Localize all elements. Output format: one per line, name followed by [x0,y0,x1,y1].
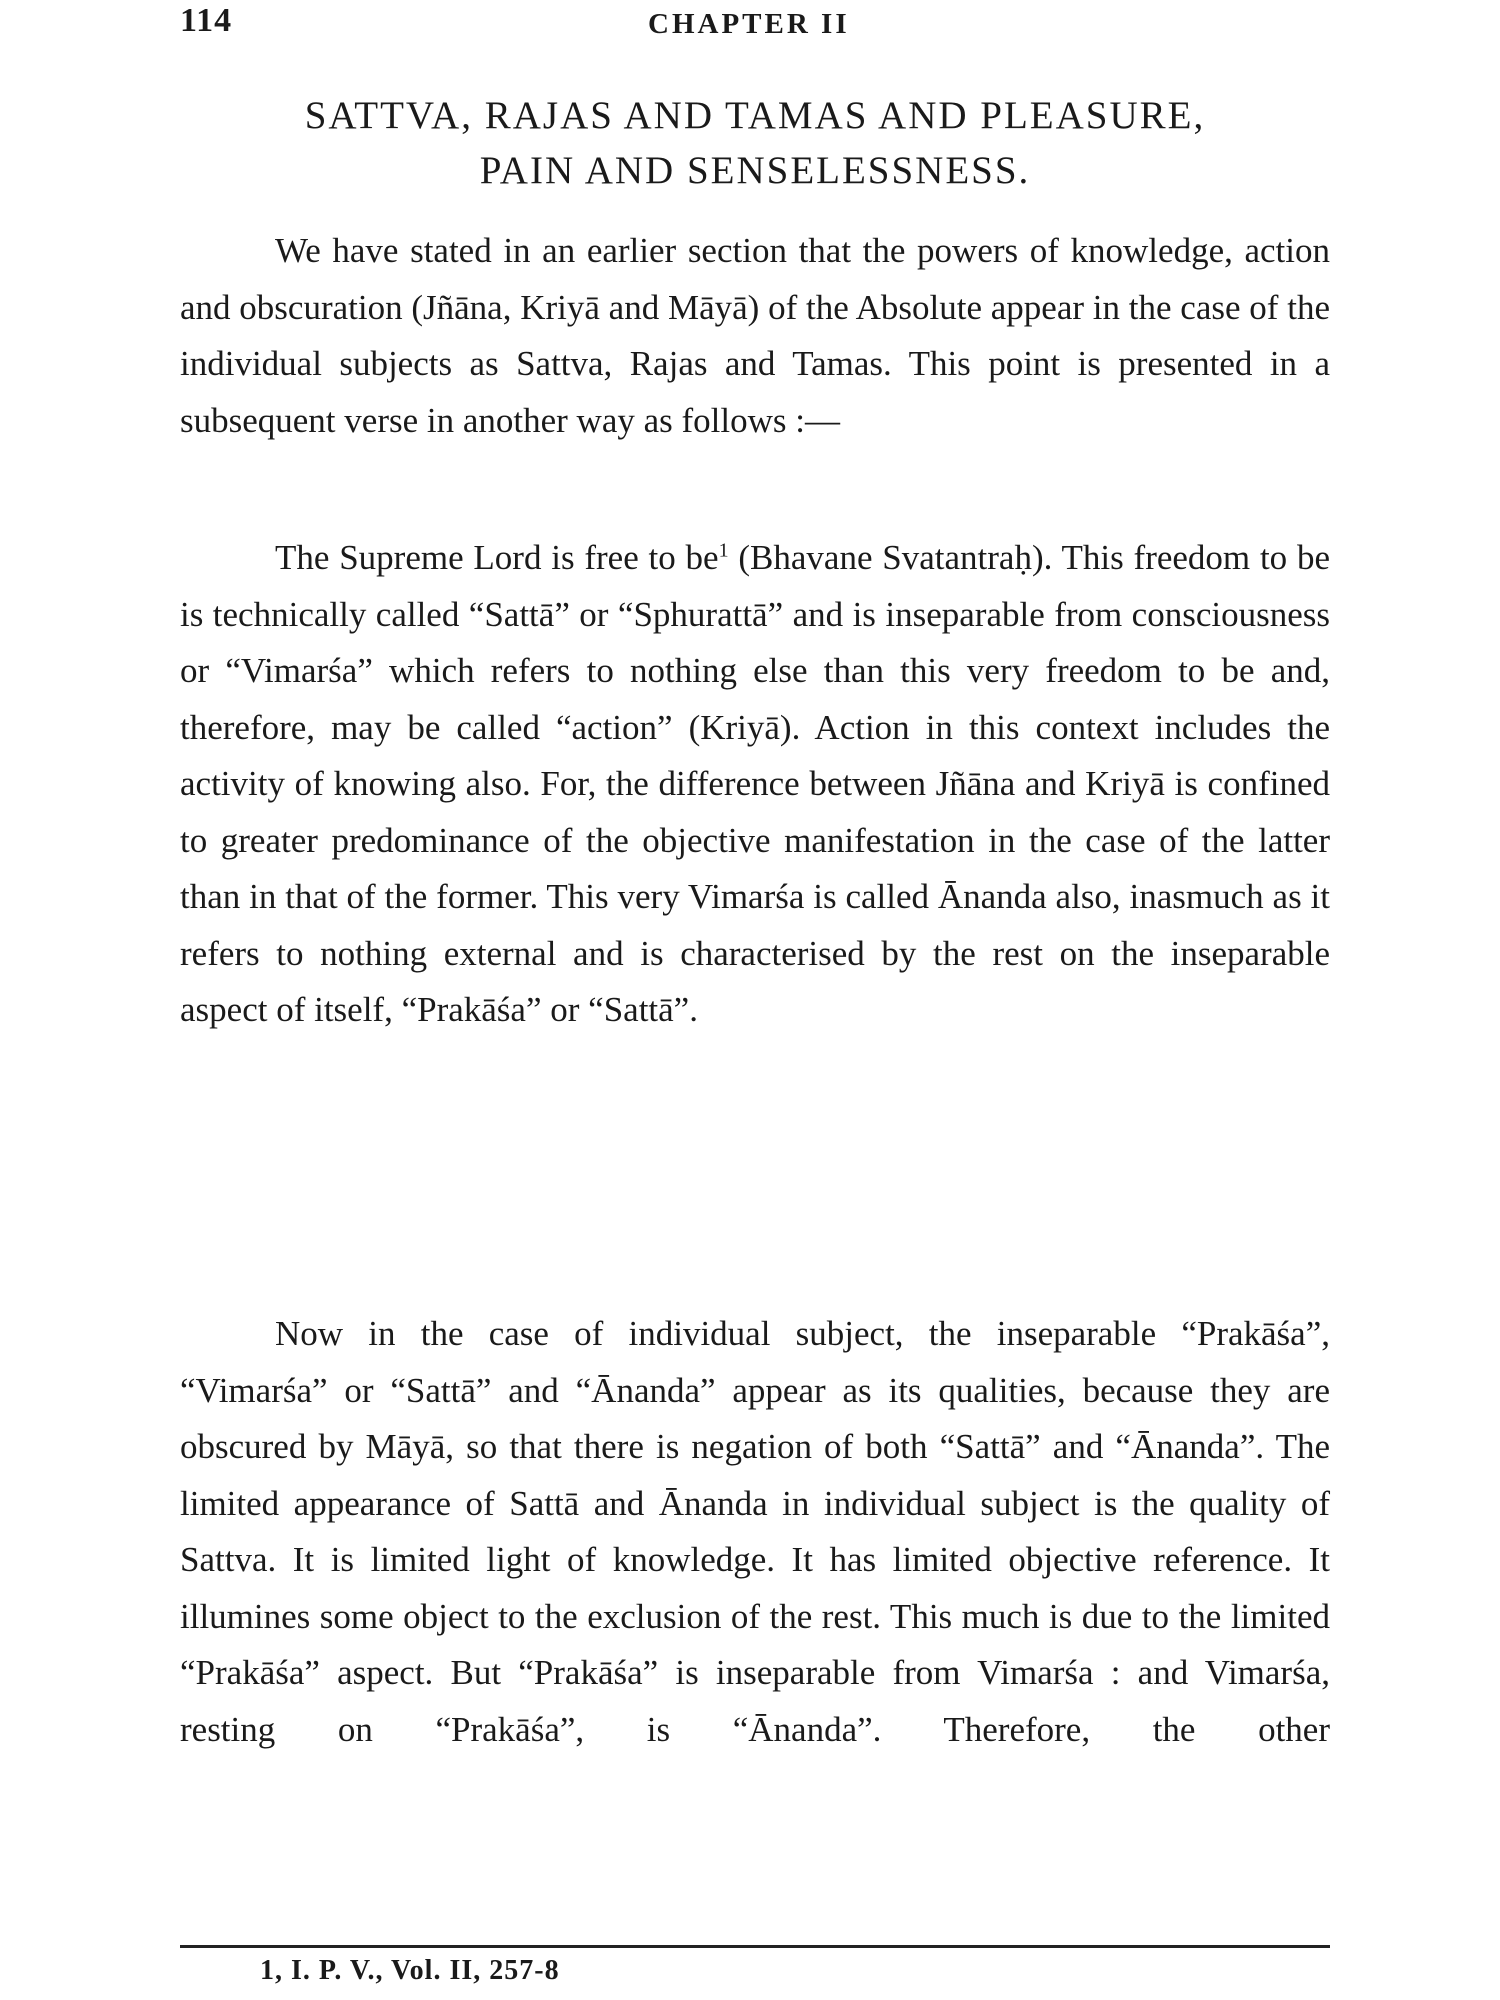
section-title-line-1: SATTVA, RAJAS AND TAMAS AND PLEASURE, [304,94,1206,137]
book-page [180,0,1330,2000]
paragraph-2 [180,530,1330,1039]
footnote-marker: 1 [718,539,729,562]
footnote-rule [180,1945,1330,1948]
footnote: 1, I. P. V., Vol. II, 257-8 [260,1955,560,1986]
paragraph-2-start: The Supreme Lord is free to be [275,538,719,577]
running-head [180,2,1330,46]
section-title-line-2: PAIN AND SENSELESSNESS. [479,149,1031,192]
paragraph-3: Now in the case of individual subject, the inseparable “Prakāśa”, “Vimarśa” or “Sattā” and “Ānanda” appear as its qualities, because they are obscured by Māyā, so that there is negation of both “Sattā” and “Ānanda”. The limited appearance of Sattā and Ānanda in individual subject is the quality of Sattva. It is limited light of knowledge. It has limited objective reference. It illumines some object to the exclusion of the rest. This much is due to the limited “Prakāśa” aspect. But “Prakāśa” is inseparable from Vimarśa : and Vimarśa, resting on “Prakāśa”, is “Ānanda”. Therefore, the other [180,1314,1330,1749]
paragraph-2-rest: (Bhavane Svatantraḥ). This freedom to be is technically called “Sattā” or “Sphurattā” and is inseparable from consciousness or “Vimarśa” which refers to nothing else than this very freedom to be and, therefore, may be called “action” (Kriyā). Action in this context includes the activity of knowing also. For, the difference between Jñāna and Kriyā is confined to greater predominance of the objective manifestation in the case of the latter than in that of the former. This very Vimarśa is called Ānanda also, inasmuch as it refers to nothing external and is characterised by the rest on the inseparable aspect of itself, “Prakāśa” or “Sattā”. [180,538,1330,1029]
page-number: 114 [180,2,233,39]
section-title [180,88,1330,198]
paragraph-1: We have stated in an earlier section that the powers of knowledge, action and obscuration (Jñāna, Kriyā and Māyā) of the Absolute appear in the case of the individual subjects as Sattva, Rajas and Tamas. This point is presented in a subsequent verse in another way as follows :— [180,231,1330,440]
chapter-label: CHAPTER II [648,8,850,40]
